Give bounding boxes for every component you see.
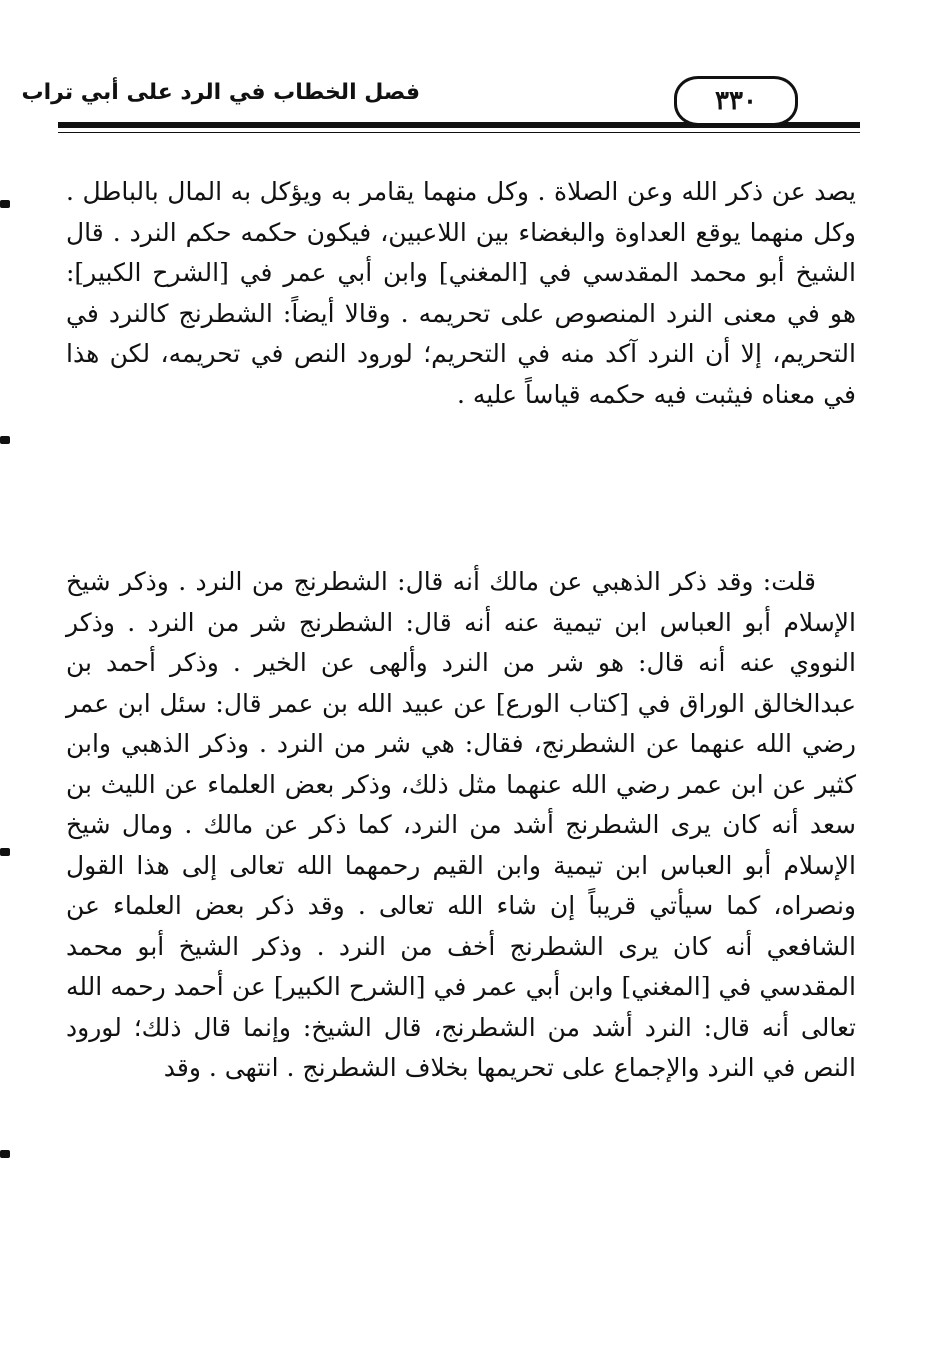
margin-mark-2 [0,436,10,444]
margin-mark-1 [0,200,10,208]
page-header [21,70,860,140]
page-number: ٣٣٠ [674,76,798,126]
margin-mark-3 [0,848,10,856]
margin-mark-4 [0,1150,10,1158]
paragraph-1: يصد عن ذكر الله وعن الصلاة . وكل منهما يقامر به ويؤكل به المال بالباطل . وكل منهما يوقع العداوة والبغضاء بين اللاعبين، فيكون حكمه حكم النرد . قال الشيخ أبو محمد المقدسي في [المغني] وابن أبي عمر في [الشرح الكبير]: هو في معنى النرد المنصوص على تحريمه . وقالا أيضاً: الشطرنج كالنرد في التحريم، إلا أن النرد آكد منه في التحريم؛ لورود النص في تحريمه، لكن هذا في معناه فيثبت فيه حكمه قياساً عليه . [66,177,856,409]
paragraph-2: قلت: وقد ذكر الذهبي عن مالك أنه قال: الشطرنج من النرد . وذكر شيخ الإسلام أبو العباس ابن تيمية عنه أنه قال: الشطرنج شر من النرد . وذكر النووي عنه أنه قال: هو شر من النرد وألهى عن الخير . وذكر أحمد بن عبدالخالق الوراق في [كتاب الورع] عن عبيد الله بن عمر قال: سئل ابن عمر رضي الله عنهما عن الشطرنج، فقال: هي شر من النرد . وذكر الذهبي وابن كثير عن ابن عمر رضي الله عنهما مثل ذلك، وذكر بعض العلماء عن الليث بن سعد أنه كان يرى الشطرنج أشد من النرد، كما ذكر عن مالك . ومال شيخ الإسلام أبو العباس ابن تيمية وابن القيم رحمهما الله تعالى إلى هذا القول ونصراه، كما سيأتي قريباً إن شاء الله تعالى . وقد ذكر بعض العلماء عن الشافعي أنه كان يرى الشطرنج أخف من النرد . وذكر الشيخ أبو محمد المقدسي في [المغني] وابن أبي عمر في [الشرح الكبير] عن أحمد رحمه الله تعالى أنه قال: النرد أشد من الشطرنج، قال الشيخ: وإنما قال ذلك؛ لورود النص في النرد والإجماع على تحريمها بخلاف الشطرنج . انتهى . وقد [66,567,856,1082]
header-rule-thin [58,132,860,133]
running-title: فصل الخطاب في الرد على أبي تراب [21,80,420,105]
